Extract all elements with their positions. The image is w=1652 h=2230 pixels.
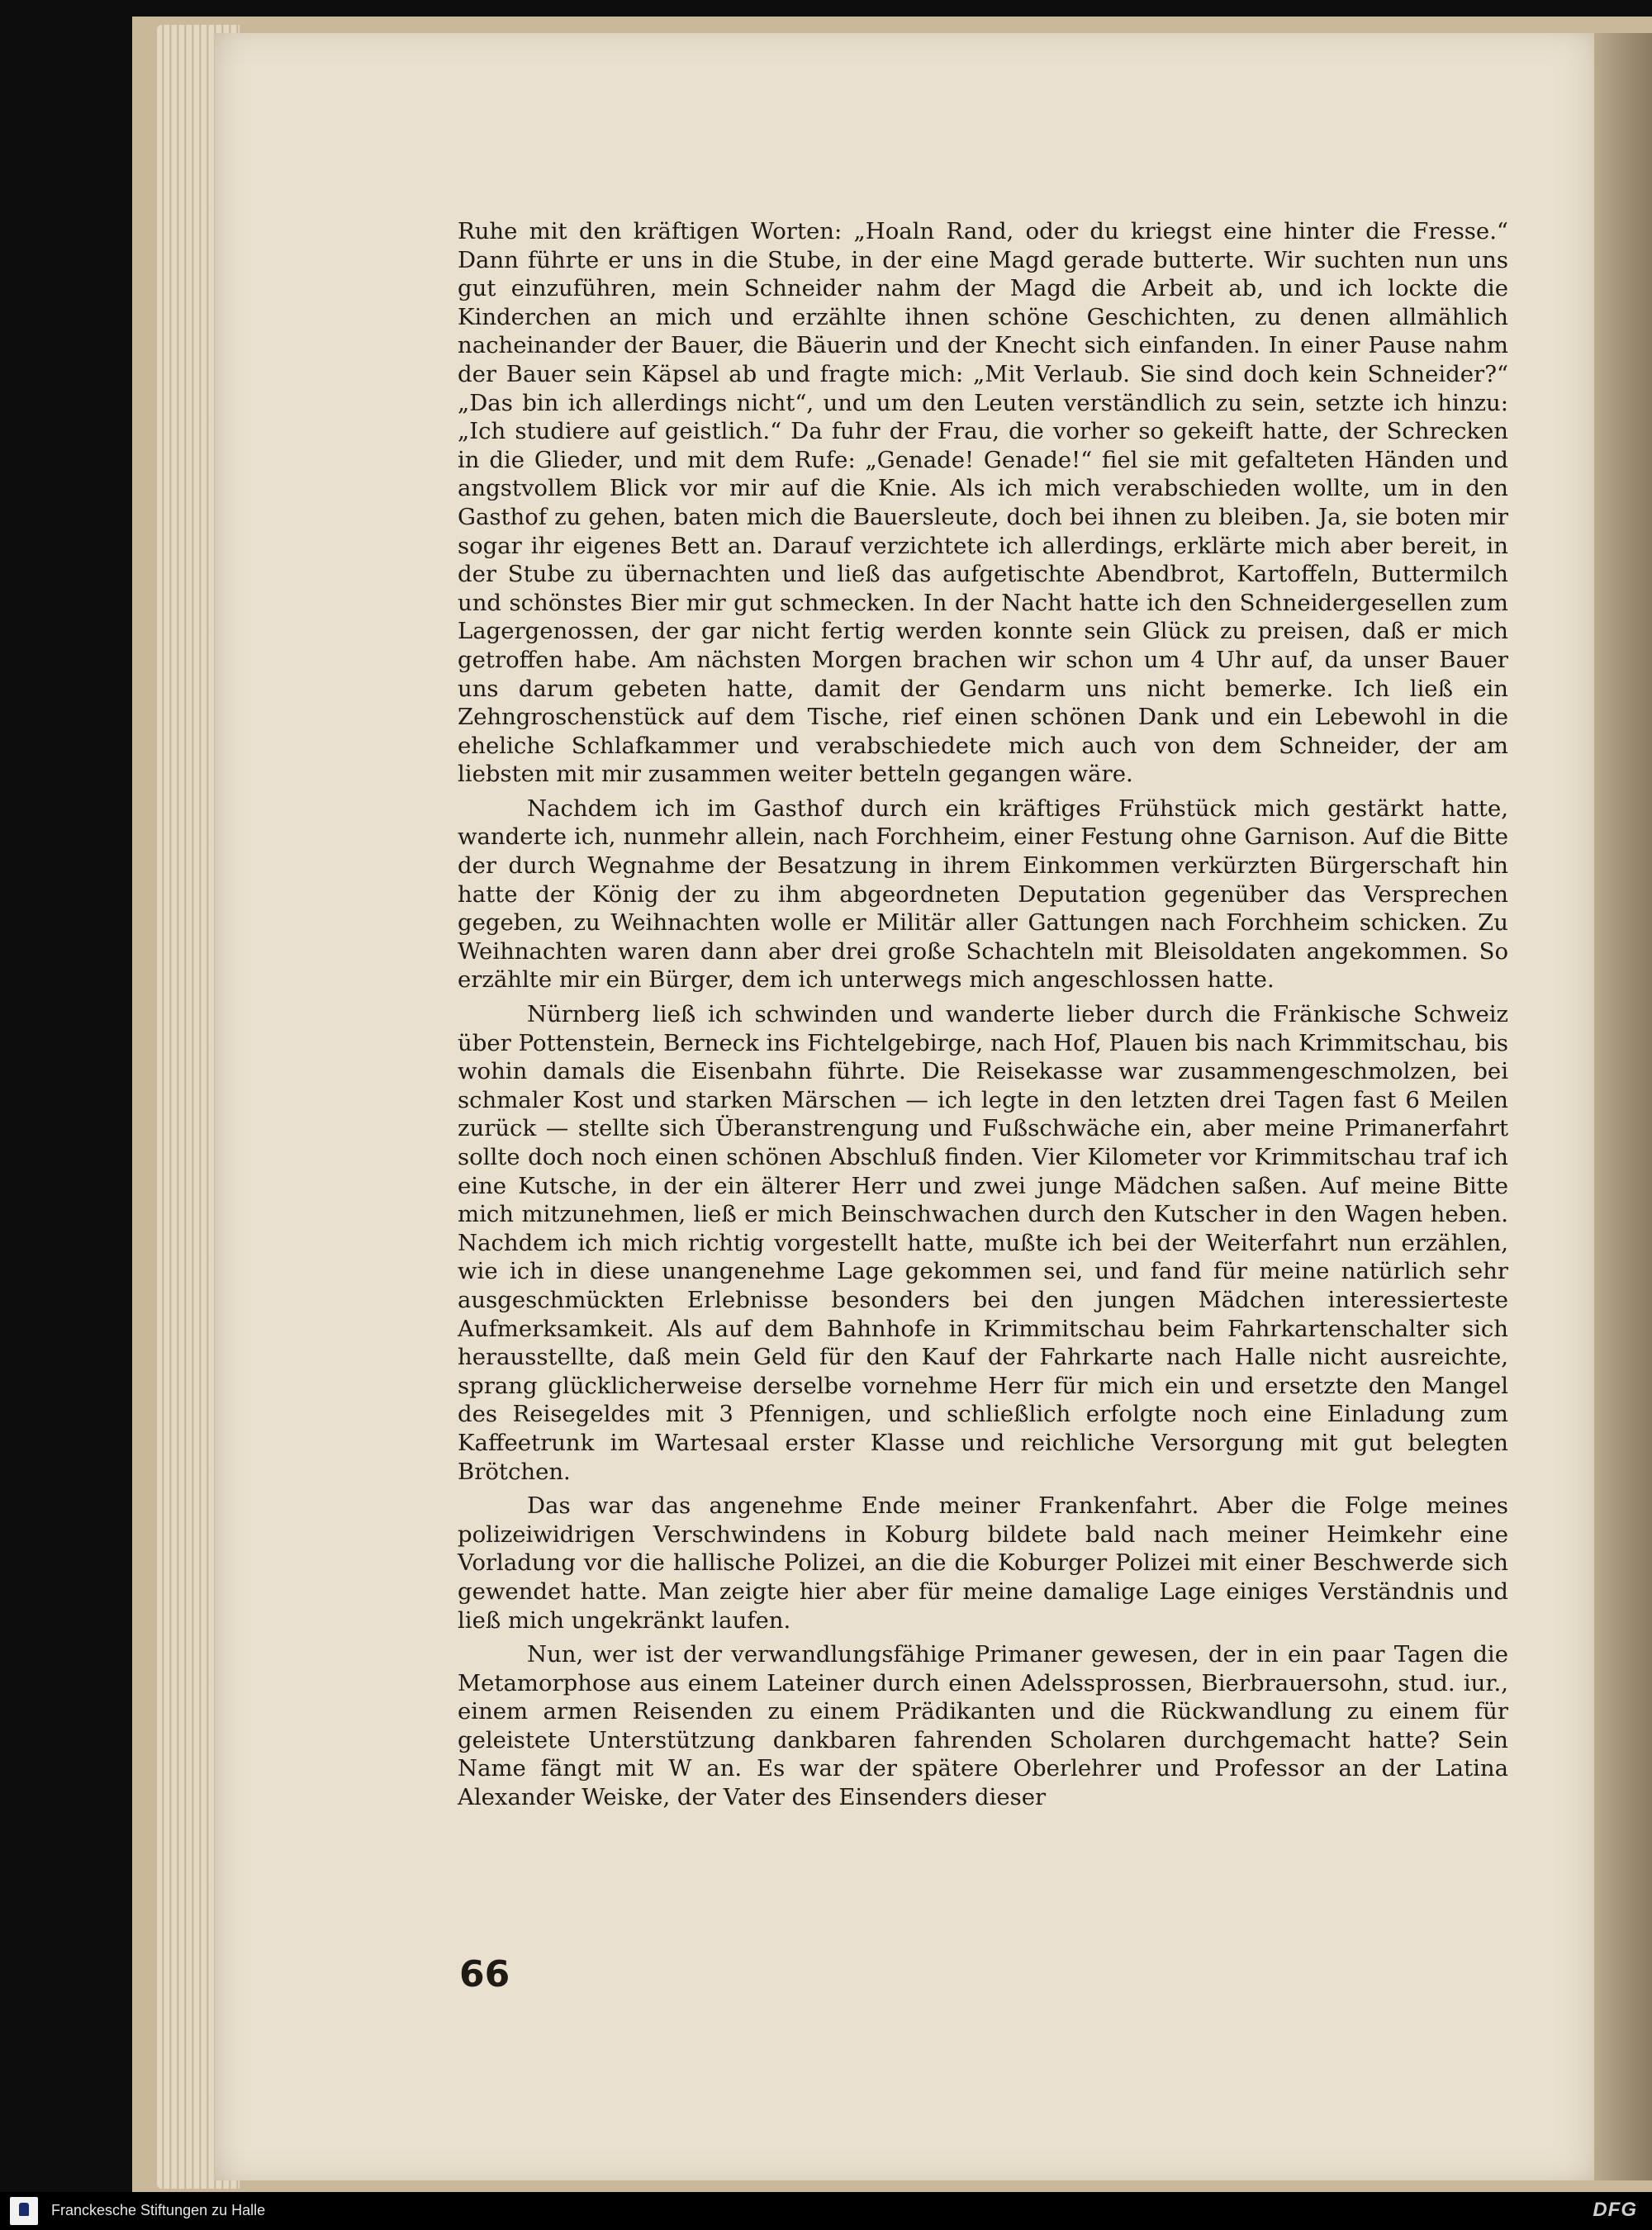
footer-bar [0, 2192, 1652, 2230]
institution-logo-icon [10, 2197, 38, 2225]
spine-shadow [1594, 33, 1652, 2180]
dfg-logo: DFG [1593, 2199, 1637, 2221]
institution-name: Franckesche Stiftungen zu Halle [51, 2202, 266, 2218]
page-text [458, 217, 1508, 1818]
page-number: 66 [459, 1953, 510, 1995]
paragraph-3: Nürnberg ließ ich schwinden und wanderte lieber durch die Fränkische Schweiz über Pottenstein, Berneck ins Fichtelgebirge, nach Hof, Plauen bis nach Krimmitschau, bis wohin damals die Eisenbahn führte. Die Reisekasse war zusammengeschmolzen, bei schmaler Kost und starken Märschen — ich legte in den letzten drei Tagen fast 6 Meilen zurück — stellte sich Überanstrengung und Fußschwäche ein, aber meine Primanerfahrt sollte doch noch einen schönen Abschluß finden. Vier Kilometer vor Krimmitschau traf ich eine Kutsche, in der ein älterer Herr und zwei junge Mädchen saßen. Auf meine Bitte mich mitzunehmen, ließ er mich Beinschwachen durch den Kutscher in den Wagen heben. Nachdem ich mich richtig vorgestellt hatte, mußte ich bei der Weiterfahrt nun erzählen, wie ich in diese unangenehme Lage gekommen sei, und fand für meine natürlich sehr ausgeschmückten Erlebnisse besonders bei den jungen Mädchen interessierteste Aufmerksamkeit. Als auf dem Bahnhofe in Krimmitschau beim Fahrkartenschalter sich herausstellte, daß mein Geld für den Kauf der Fahrkarte nach Halle nicht ausreichte, sprang glücklicherweise derselbe vornehme Herr für mich ein und ersetzte den Mangel des Reisegeldes mit 3 Pfennigen, und schließlich erfolgte noch eine Einladung zum Kaffeetrunk im Wartesaal erster Klasse und reichliche Versorgung mit gut belegten Brötchen. [458, 1001, 1508, 1485]
paragraph-4: Das war das angenehme Ende meiner Frankenfahrt. Aber die Folge meines polizeiwidrigen Verschwindens in Koburg bildete bald nach meiner Heimkehr eine Vorladung vor die hallische Polizei, an die die Koburger Polizei mit einer Beschwerde sich gewendet hatte. Man zeigte hier aber für meine damalige Lage einiges Verständnis und ließ mich ungekränkt laufen. [458, 1492, 1508, 1634]
paragraph-2: Nachdem ich im Gasthof durch ein kräftiges Frühstück mich gestärkt hatte, wanderte ich, nunmehr allein, nach Forchheim, einer Festung ohne Garnison. Auf die Bitte der durch Wegnahme der Besatzung in ihrem Einkommen verkürzten Bürgerschaft hin hatte der König der zu ihm abgeordneten Deputation gegenüber das Versprechen gegeben, zu Weihnachten wolle er Militär aller Gattungen nach Forchheim schicken. Zu Weihnachten waren dann aber drei große Schachteln mit Bleisoldaten angekommen. So erzählte mir ein Bürger, dem ich unterwegs mich angeschlossen hatte. [458, 795, 1508, 994]
paragraph-1: Ruhe mit den kräftigen Worten: „Hoaln Rand, oder du kriegst eine hinter die Fresse.“ Dann führte er uns in die Stube, in der eine Magd gerade butterte. Wir suchten nun uns gut einzuführen, mein Schneider nahm der Magd die Arbeit ab, und ich lockte die Kinderchen an mich und erzählte ihnen schöne Geschichten, zu denen allmählich nacheinander der Bauer, die Bäuerin und der Knecht sich einfanden. In einer Pause nahm der Bauer sein Käpsel ab und fragte mich: „Mit Verlaub. Sie sind doch kein Schneider?“ „Das bin ich allerdings nicht“, und um den Leuten verständlich zu sein, setzte ich hinzu: „Ich studiere auf geistlich.“ Da fuhr der Frau, die vorher so gekeift hatte, der Schrecken in die Glieder, und mit dem Rufe: „Genade! Genade!“ fiel sie mit gefalteten Händen und angstvollem Blick vor mir auf die Knie. Als ich mich verabschieden wollte, um in den Gasthof zu gehen, baten mich die Bauersleute, doch bei ihnen zu bleiben. Ja, sie boten mir sogar ihr eigenes Bett an. Darauf verzichtete ich allerdings, erklärte mich aber bereit, in der Stube zu übernachten und ließ das aufgetischte Abendbrot, Kartoffeln, Buttermilch und schönstes Bier mir gut schmecken. In der Nacht hatte ich den Schneidergesellen zum Lagergenossen, der gar nicht fertig werden konnte sein Glück zu preisen, daß er mich getroffen habe. Am nächsten Morgen brachen wir schon um 4 Uhr auf, da unser Bauer uns darum gebeten hatte, damit der Gendarm uns nicht bemerke. Ich ließ ein Zehngroschenstück auf dem Tische, rief einen schönen Dank und ein Lebewohl in die eheliche Schlafkammer und verabschiedete mich auch von dem Schneider, der am liebsten mit mir zusammen weiter betteln gegangen wäre. [458, 218, 1508, 788]
paragraph-5: Nun, wer ist der verwandlungsfähige Primaner gewesen, der in ein paar Tagen die Metamorphose aus einem Lateiner durch einen Adelssprossen, Bierbrauersohn, stud. iur., einem armen Reisenden zu einem Prädikanten und die Rückwandlung zu einem für geleistete Unterstützung dankbaren fahrenden Scholaren durchgemacht hatte? Sein Name fängt mit W an. Es war der spätere Oberlehrer und Professor an der Latina Alexander Weiske, der Vater des Einsenders dieser [458, 1641, 1508, 1811]
